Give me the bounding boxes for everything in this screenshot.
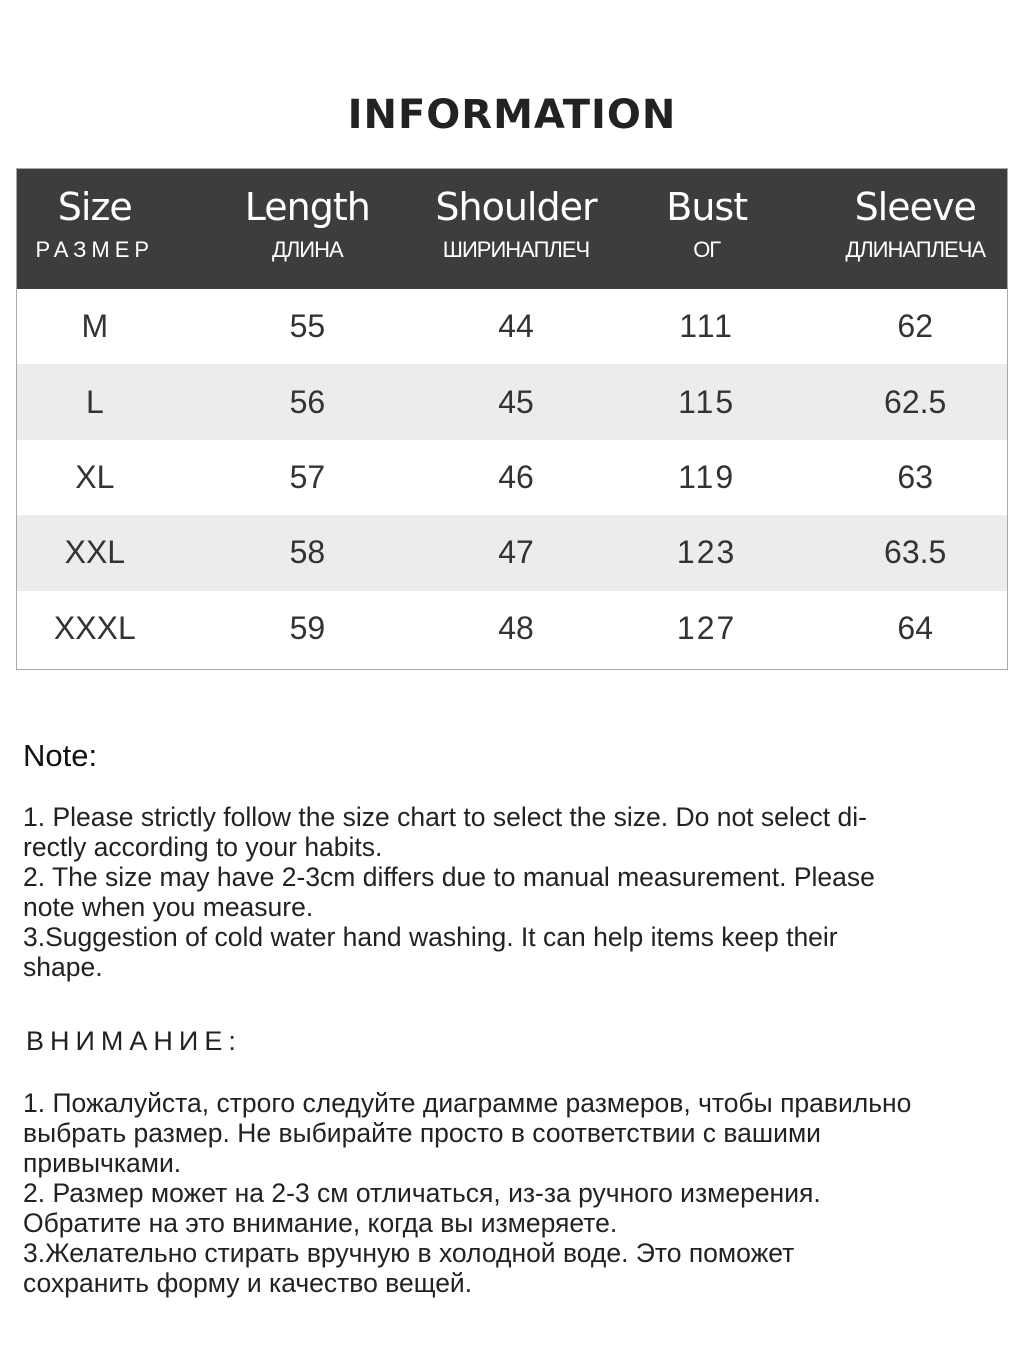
cell-bust: 119 [678, 458, 736, 495]
attention-line: 2. Размер может на 2-3 см отличаться, из-за ручного измерения. [23, 1178, 821, 1208]
note-text-ru [23, 1088, 1003, 1298]
header-label-en: Sleeve [854, 185, 976, 229]
cell-length: 56 [289, 383, 326, 420]
header-label-en: Shoulder [435, 185, 597, 229]
note-line: 2. The size may have 2-3cm differs due to manual measurement. Please [23, 862, 875, 892]
header-sleeve [823, 169, 1007, 289]
header-bust [590, 169, 823, 289]
cell-sleeve: 63 [897, 458, 933, 495]
attention-line: 3.Желательно стирать вручную в холодной воде. Это поможет [23, 1238, 795, 1268]
header-label-ru: РАЗМЕР [35, 237, 155, 262]
cell-sleeve: 63.5 [884, 534, 947, 571]
cell-shoulder: 46 [498, 458, 534, 495]
header-label-en: Size [57, 185, 132, 229]
cell-bust: 123 [676, 534, 737, 571]
note-line: 1. Please strictly follow the size chart to select the size. Do not select di- [23, 802, 867, 832]
header-label-en: Bust [666, 185, 748, 229]
cell-size: XXL [64, 534, 126, 571]
cell-size: M [81, 308, 109, 345]
table-row [17, 515, 1007, 590]
cell-shoulder: 45 [498, 383, 534, 420]
cell-length: 58 [289, 534, 326, 571]
table-row [17, 591, 1007, 666]
cell-shoulder: 48 [498, 609, 534, 646]
attention-line: привычками. [23, 1148, 182, 1178]
attention-line: 1. Пожалуйста, строго следуйте диаграмме размеров, чтобы правильно [23, 1088, 912, 1118]
cell-sleeve: 62 [897, 308, 933, 345]
cell-length: 59 [289, 609, 326, 646]
cell-bust: 115 [678, 383, 736, 420]
cell-sleeve: 62.5 [884, 383, 947, 420]
note-line: 3.Suggestion of cold water hand washing. It can help items keep their [23, 922, 838, 952]
page-title: INFORMATION [347, 92, 677, 138]
attention-heading: ВНИМАНИЕ: [26, 1026, 242, 1056]
note-line: shape. [23, 952, 103, 982]
header-length [173, 169, 442, 289]
cell-bust: 127 [676, 609, 737, 646]
attention-line: Обратите на это внимание, когда вы измеряете. [23, 1208, 618, 1238]
note-text-en [23, 802, 1003, 982]
cell-bust: 111 [679, 308, 734, 345]
table-row [17, 364, 1007, 439]
table-row [17, 440, 1007, 515]
cell-size: XXXL [53, 609, 136, 646]
cell-length: 57 [289, 458, 326, 495]
cell-length: 55 [289, 308, 326, 345]
table-header [17, 169, 1007, 289]
cell-shoulder: 44 [498, 308, 534, 345]
header-label-en: Length [244, 185, 370, 229]
cell-size: XL [75, 458, 115, 495]
header-label-ru: ШИРИНАПЛЕЧ [442, 237, 590, 262]
header-label-ru: ДЛИНАПЛЕЧА [845, 237, 986, 262]
cell-size: L [85, 383, 104, 420]
cell-shoulder: 47 [498, 534, 534, 571]
note-line: rectly according to your habits. [23, 832, 383, 862]
size-chart-table [16, 168, 1008, 670]
table-row [17, 289, 1007, 364]
header-label-ru: ОГ [693, 237, 721, 262]
attention-line: выбрать размер. Не выбирайте просто в соответствии с вашими [23, 1118, 821, 1148]
note-heading: Note: [23, 738, 98, 773]
note-line: note when you measure. [23, 892, 314, 922]
header-size [17, 169, 173, 289]
header-shoulder [435, 169, 597, 289]
cell-sleeve: 64 [897, 609, 933, 646]
attention-line: сохранить форму и качество вещей. [23, 1268, 473, 1298]
header-label-ru: ДЛИНА [271, 237, 343, 262]
